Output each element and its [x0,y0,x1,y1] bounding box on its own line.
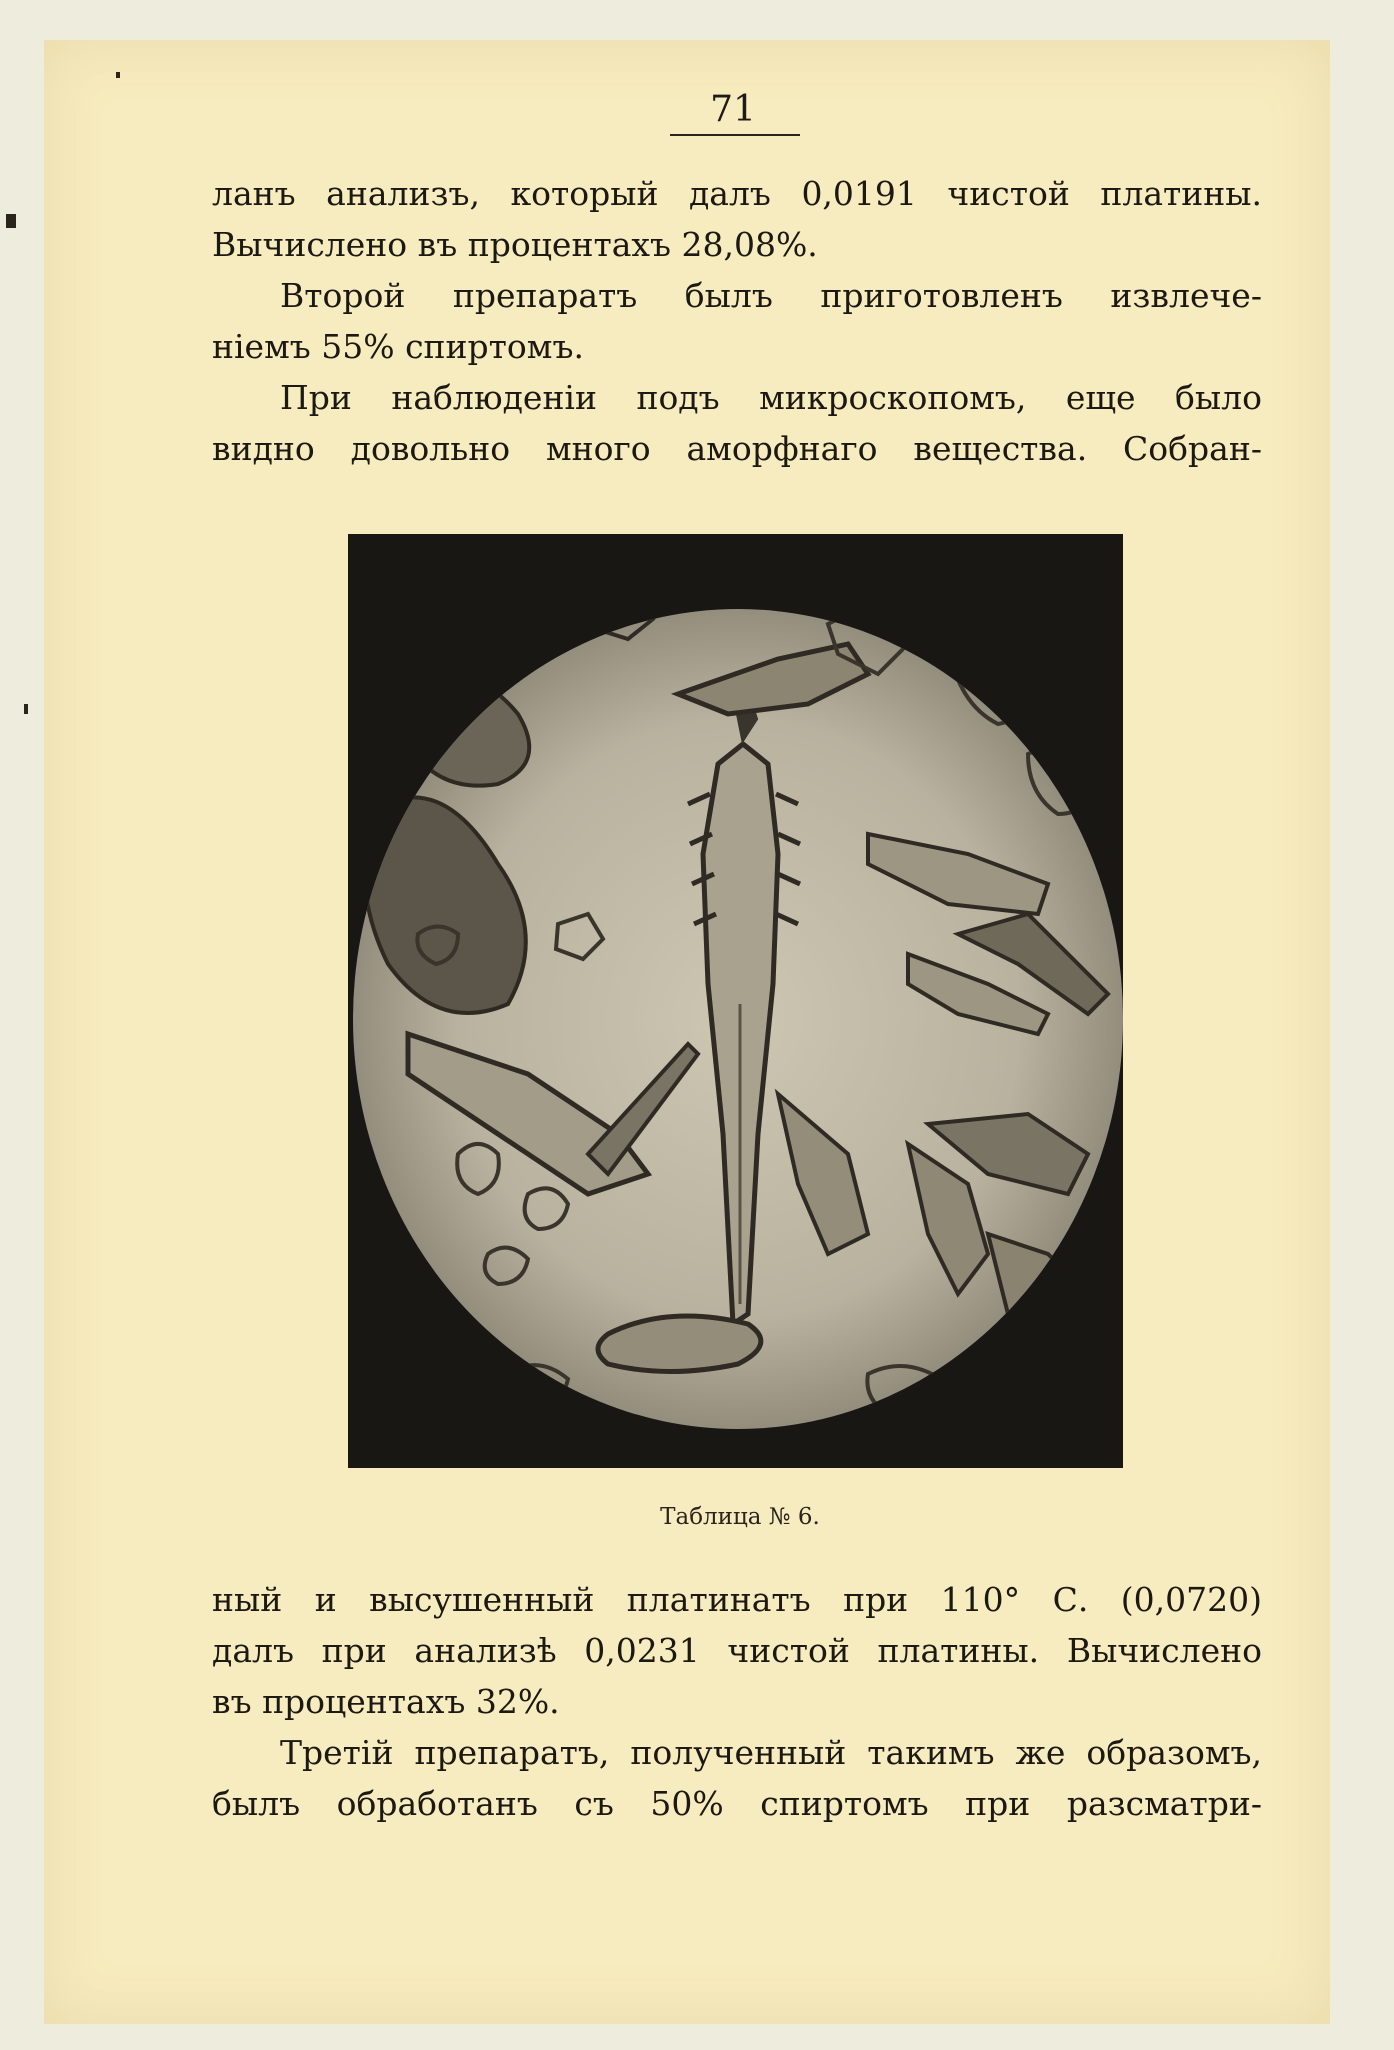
paragraph-line: Второй препаратъ былъ приготовленъ извлече- [280,276,1262,315]
paragraph-line: ніемъ 55% спиртомъ. [212,327,584,366]
paragraph-line: далъ при анализѣ 0,0231 чистой платины. Вычислено [212,1631,1262,1670]
paragraph-line: былъ обработанъ съ 50% спиртомъ при разсматри- [212,1784,1262,1823]
text-block-bottom [212,1574,1262,1829]
paragraph-line: При наблюденіи подъ микроскопомъ, еще было [280,378,1262,417]
micrograph-image [348,534,1123,1468]
paragraph-line: Третій препаратъ, полученный такимъ же образомъ, [280,1733,1262,1772]
micrograph-figure [348,534,1123,1468]
margin-mark-2 [116,72,120,78]
text-block-top [212,168,1262,474]
page-number: 71 [710,89,756,130]
paragraph-line: въ процентахъ 32%. [212,1682,560,1721]
page-number-rule [670,134,800,136]
figure-caption: Таблица № 6. [660,1504,820,1530]
paragraph-line: видно довольно много аморфнаго вещества. Собран- [212,429,1262,468]
paragraph-line: ный и высушенный платинатъ при 110° С. (0,0720) [212,1580,1262,1619]
margin-mark-1 [6,214,16,228]
margin-mark-3 [24,704,28,714]
paragraph-line: ланъ анализъ, который далъ 0,0191 чистой платины. [212,174,1262,213]
paragraph-line: Вычислено въ процентахъ 28,08%. [212,225,818,264]
